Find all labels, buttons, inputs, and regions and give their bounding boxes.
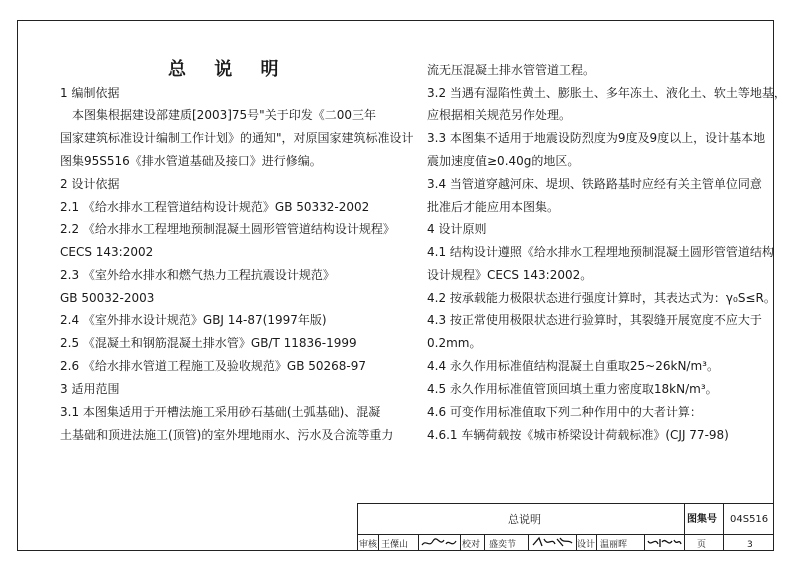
right-line-12: 4.3 按正常使用极限状态进行验算时，其裂缝开展宽度不应大于 [427,313,762,327]
review-label: 审核 [359,540,378,550]
page-label: 页 [697,540,707,550]
right-line-4: 3.3 本图集不适用于地震设防烈度为9度及9度以上，设计基本地 [427,131,766,145]
right-line-1: 流无压混凝土排水管管道工程。 [427,63,596,77]
left-line-6: 2.1 《给水排水工程管道结构设计规范》GB 50332-2002 [60,200,370,214]
left-line-11: 2.4 《室外排水设计规范》GBJ 14-87(1997年版) [60,313,327,327]
right-line-6: 3.4 当管道穿越河床、堤坝、铁路路基时应经有关主管单位同意 [427,177,762,191]
left-line-4: 图集95S516《排水管道基础及接口》进行修编。 [60,154,322,168]
right-line-14: 4.4 永久作用标准值结构混凝土自重取25~26kN/m³。 [427,359,719,373]
left-line-15: 3.1 本图集适用于开槽法施工采用砂石基础(土弧基础)、混凝 [60,405,381,419]
design-label: 设计 [577,540,596,550]
right-line-11: 4.2 按承载能力极限状态进行强度计算时，其表达式为：γ₀S≤R。 [427,291,776,305]
drawing-title: 总说明 [508,513,541,526]
page-number: 3 [747,540,753,550]
checker-name: 盛奕节 [489,540,517,550]
left-line-3: 国家建筑标准设计编制工作计划》的通知"，对原国家建筑标准设计 [60,131,414,145]
title-block [357,503,774,551]
checker-signature [530,535,574,550]
left-line-7: 2.2 《给水排水工程埋地预制混凝土圆形管管道结构设计规程》 [60,222,395,236]
right-line-8: 4 设计原则 [427,222,487,236]
designer-name: 温丽晖 [600,540,628,550]
left-line-13: 2.6 《给水排水管道工程施工及验收规范》GB 50268-97 [60,359,367,373]
right-line-5: 震加速度值≥0.40g的地区。 [427,154,580,168]
right-line-7: 批准后才能应用本图集。 [427,200,560,214]
reviewer-name: 王僳山 [381,540,409,550]
right-line-10: 设计规程》CECS 143:2002。 [427,268,593,282]
left-line-10: GB 50032-2003 [60,291,155,305]
left-line-16: 土基础和顶进法施工(顶管)的室外埋地雨水、污水及合流等重力 [60,428,394,442]
page-title: 总 说 明 [168,59,290,80]
designer-signature [646,535,682,550]
right-line-9: 4.1 结构设计遵照《给水排水工程埋地预制混凝土圆形管管道结构 [427,245,774,259]
right-line-17: 4.6.1 车辆荷载按《城市桥梁设计荷载标准》(CJJ 77-98) [427,428,729,442]
atlas-no: 04S516 [730,514,769,525]
left-line-12: 2.5 《混凝土和钢筋混凝土排水管》GB/T 11836-1999 [60,336,357,350]
left-line-14: 3 适用范围 [60,382,120,396]
reviewer-signature [420,536,458,550]
left-line-2: 本图集根据建设部建质[2003]75号"关于印发《二00三年 [60,108,376,122]
left-line-1: 1 编制依据 [60,86,120,100]
atlas-no-label: 图集号 [687,514,717,525]
left-line-5: 2 设计依据 [60,177,120,191]
right-line-16: 4.6 可变作用标准值取下列二种作用中的大者计算： [427,405,702,419]
check-label: 校对 [462,540,481,550]
right-line-13: 0.2mm。 [427,336,482,350]
right-line-3: 应根据相关规范另作处理。 [427,108,572,122]
left-line-9: 2.3 《室外给水排水和燃气热力工程抗震设计规范》 [60,268,335,282]
left-line-8: CECS 143:2002 [60,245,154,259]
right-line-2: 3.2 当遇有湿陷性黄土、膨胀土、多年冻土、液化土、软土等地基， [427,86,786,100]
right-line-15: 4.5 永久作用标准值管顶回填土重力密度取18kN/m³。 [427,382,718,396]
